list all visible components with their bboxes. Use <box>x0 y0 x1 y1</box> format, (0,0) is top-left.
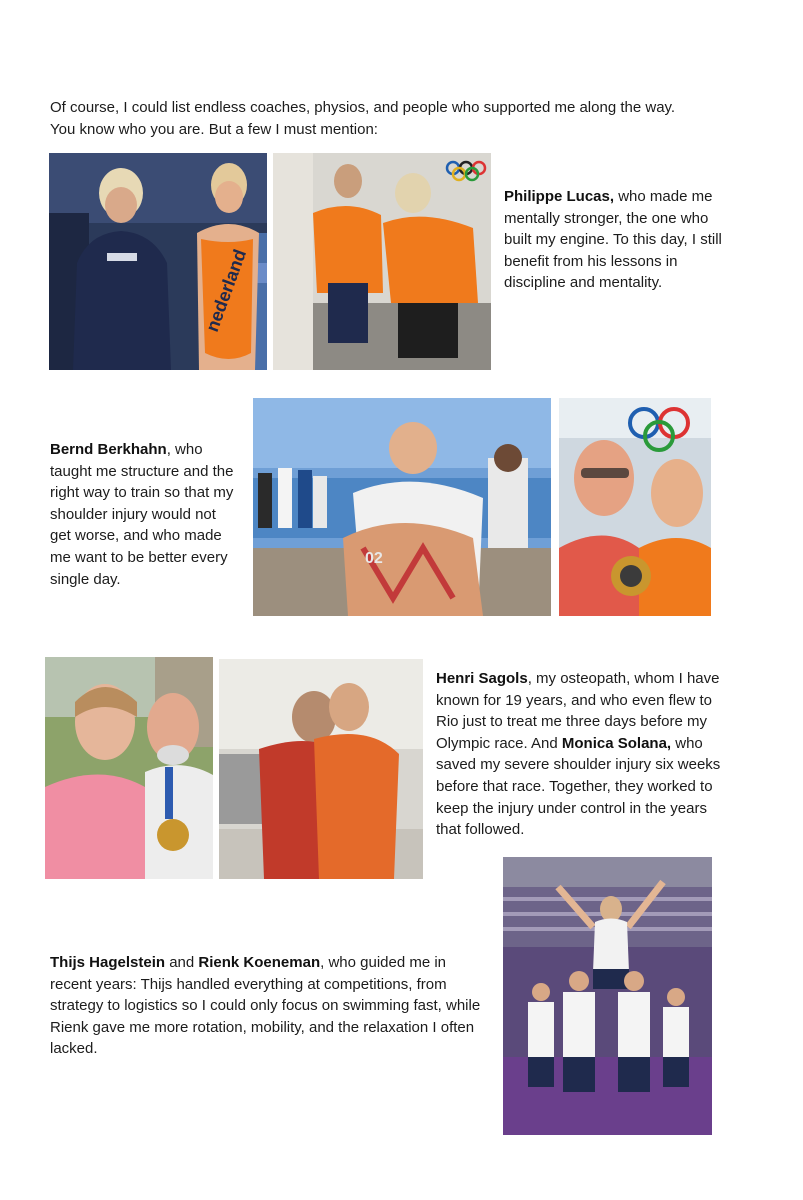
swimsuit-text: nederland <box>201 246 251 335</box>
koeneman-name: Rienk Koeneman <box>198 954 321 971</box>
berkhahn-paragraph <box>50 439 235 590</box>
photo-sagols-selfie <box>45 657 213 879</box>
solana-name: Monica Solana, <box>561 734 672 752</box>
photo-berkhahn-hug <box>253 398 551 616</box>
intro-line-1: Of course, I could list endless coaches, physios, and people who supported me along the way. <box>50 99 676 116</box>
hagelstein-mid: and <box>165 954 199 971</box>
berkhahn-text: , who taught me structure and the right way to train so that my shoulder injury would not get worse, and who made me want to be better every single day. <box>50 441 234 588</box>
photo-berkhahn-selfie <box>559 398 711 616</box>
berkhahn-name: Bernd Berkhahn <box>50 441 167 458</box>
hagelstein-name: Thijs Hagelstein <box>50 954 166 971</box>
hagelstein-text: , who guided me in recent years: Thijs handled everything at competitions, from strategy to logistics so I could only focus on swimming fast, while Rienk gave me more rotation, mobility, and the relaxation I often lacked. <box>50 954 481 1058</box>
sagols-text-2: who saved my severe shoulder injury six weeks before that race. Together, they worked to keep the injury under control in the years that followed. <box>436 734 721 839</box>
intro-paragraph <box>50 97 750 140</box>
photo-solana-hug <box>219 659 423 879</box>
lucas-name: Philippe Lucas, <box>504 188 615 205</box>
lucas-paragraph <box>504 186 726 294</box>
photo-lucas-poolside <box>49 153 267 370</box>
photo-team-celebration <box>503 857 712 1135</box>
hagelstein-paragraph <box>50 952 490 1060</box>
sagols-text-1: , my osteopath, whom I have known for 19 years, and who even flew to Rio just to treat me three days before my Olympic race. And <box>436 670 720 752</box>
race-number-text: 02 <box>365 550 383 567</box>
sagols-name: Henri Sagols <box>436 670 528 687</box>
photo-lucas-talk <box>273 153 491 370</box>
sagols-paragraph <box>436 668 726 841</box>
lucas-text: who made me mentally stronger, the one who built my engine. To this day, I still benefit from his lessons in discipline and mentality. <box>504 188 722 292</box>
intro-line-2: You know who you are. But a few I must mention: <box>50 120 378 138</box>
